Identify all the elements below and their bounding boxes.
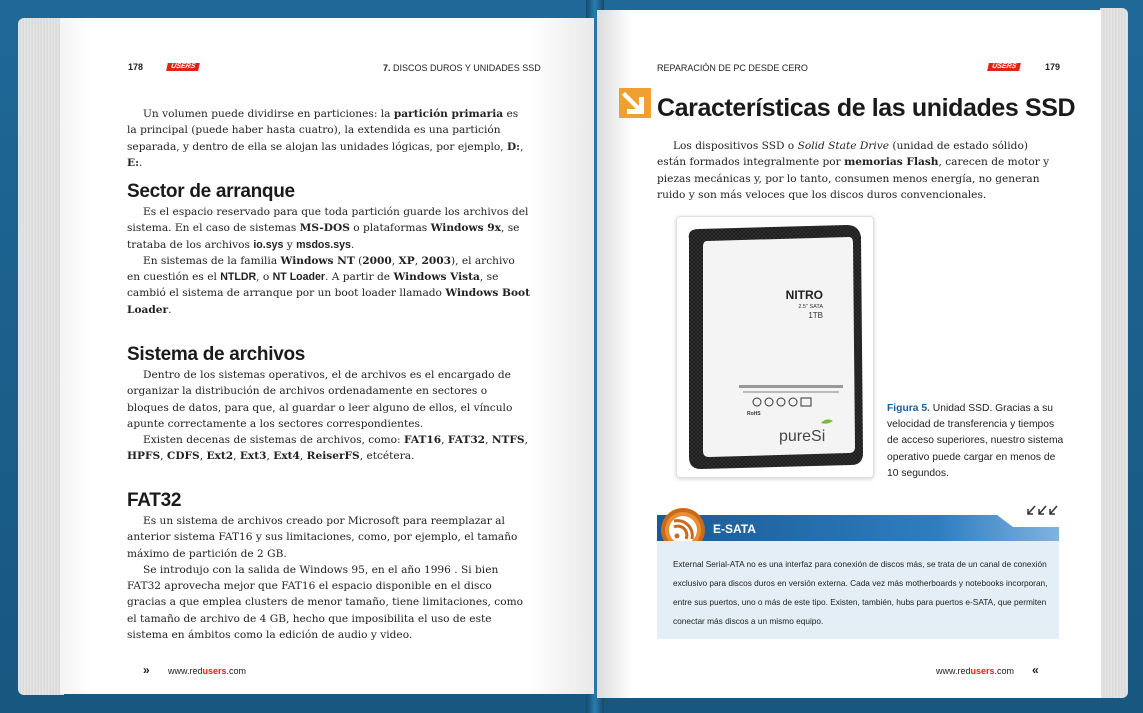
right-footer-url[interactable]: www.redusers.com (936, 666, 1015, 676)
figure-ssd-photo (676, 216, 874, 478)
ssd-intro-paragraph: Los dispositivos SSD o Solid State Drive (unidad de estado sólido) están formados integralmente por memorias Flash, carecen de motor y piezas mecánicas y, por lo tanto, consumen menos energía, no generan ruido y son más veloces que los discos duros convencionales. (657, 140, 1050, 201)
left-page-edges (18, 18, 64, 695)
left-footer-chevrons: » (143, 663, 150, 677)
right-page-number: 179 (1045, 62, 1061, 72)
sector-text: Es el espacio reservado para que toda partición guarde los archivos del sistema. En el caso de sistemas MS-DOS o plataformas Windows 9x, se trataba de los archivos io.sys y msdos.sys. En sistemas de la familia Windows NT (2000, XP, 2003), el archivo en cuestión es el NTLDR, o NT Loader. A partir de Windows Vista, se cambió el sistema de arranque por un boot loader llamado Windows Boot Loader. (127, 206, 530, 316)
esata-text: External Serial-ATA no es una interfaz para conexión de discos más, se trata de un canal de conexión exclusivo para discos duros en versión externa. Cada vez más motherboards y notebooks incorporan, entre sus puertos, uno o más de este tipo. Existen, también, hubs para puertos e-SATA, que permiten conectar más discos a un mismo equipo. (673, 559, 1048, 626)
book-title-header: REPARACIÓN DE PC DESDE CERO (657, 63, 808, 73)
heading-fat32: FAT32 (127, 490, 182, 511)
heading-sistema-archivos: Sistema de archivos (127, 344, 306, 365)
fat32-text: Es un sistema de archivos creado por Microsoft para reemplazar al anterior sistema FAT16 y sus limitaciones, como, por ejemplo, el tamaño máximo de partición de 2 GB. Se introdujo con la salida de Windows 95, en el año 1996 . Si bien FAT32 aprovecha mejor que FAT16 el espacio disponible en el disco gracias a que emplea clusters de menor tamaño, tiene limitaciones, como el tamaño de archivo de 4 GB, hecho que imposibilita el uso de este sistema en ámbitos como la edición de audio y video. (127, 515, 524, 642)
ssd-size: 2.5" SATA (798, 304, 823, 310)
esata-title: E-SATA (713, 522, 756, 536)
left-footer-url[interactable]: www.redusers.com (168, 666, 247, 676)
intro-paragraph: Un volumen puede dividirse en particiones: la partición primaria es la principal (puede haber hasta cuatro), la extendida es una partición separada, y dentro de ella se alojan las unidades lógicas, por ejemplo, D:, E:. (127, 108, 524, 169)
users-logo: USERS (166, 63, 200, 71)
puresi-logo: pureSi (779, 428, 826, 445)
right-page-edges (1100, 8, 1128, 698)
chapter-header: 7. DISCOS DUROS Y UNIDADES SSD (383, 63, 541, 73)
left-page-number: 178 (128, 62, 144, 72)
figure-caption: Figura 5. Unidad SSD. Gracias a su velocidad de transferencia y tiempos de acceso superiores, nuestro sistema operativo puede cargar en menos de 10 segundos. (887, 403, 1064, 479)
archivos-text: Dentro de los sistemas operativos, el de archivos es el encargado de organizar la distribución de archivos ordenadamente en sectores o bloques de datos, para que, al guardar o leer alguno de ellos, el vínculo apunte correctamente a los sectores correspondientes. Existen decenas de sistemas de archivos, como: FAT16, FAT32, NTFS, HPFS, CDFS, Ext2, Ext3, Ext4, ReiserFS, etcétera. (127, 369, 528, 463)
orange-arrow-icon (619, 88, 651, 118)
ssd-brand: NITRO (785, 288, 823, 302)
ssd-drive-illustration (677, 217, 873, 477)
right-footer-chevrons: « (1032, 663, 1039, 677)
users-logo-right: USERS (987, 63, 1021, 71)
ssd-capacity: 1TB (808, 311, 823, 320)
rohs-mark: RoHS (747, 411, 761, 417)
heading-sector-arranque: Sector de arranque (127, 181, 295, 202)
section-title: Características de las unidades SSD (657, 94, 1076, 122)
